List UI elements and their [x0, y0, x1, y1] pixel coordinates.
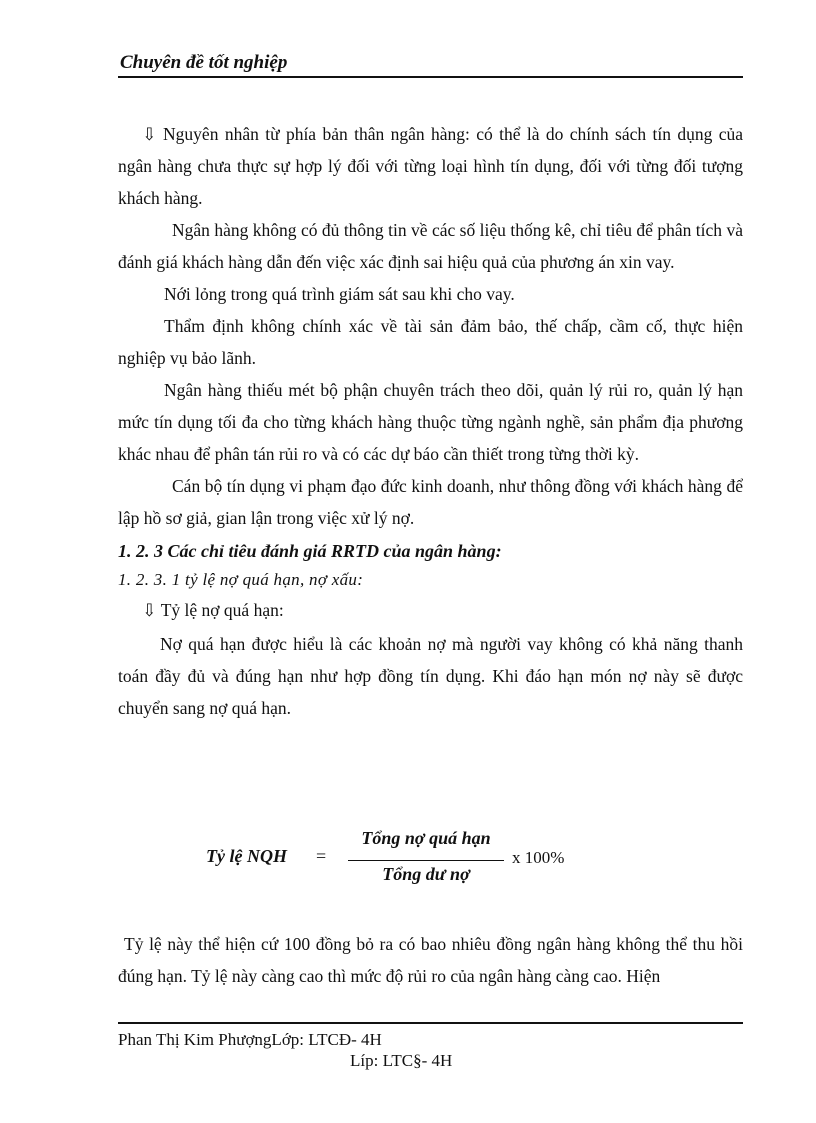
- paragraph-ethics: Cán bộ tín dụng vi phạm đạo đức kinh doanh, như thông đồng với khách hàng để lập hồ sơ giả, gian lận trong việc xử lý nợ.: [118, 476, 743, 528]
- bullet-item-text: Tỷ lệ nợ quá hạn:: [160, 600, 284, 620]
- paragraph-overdue-definition: Nợ quá hạn được hiểu là các khoản nợ mà người vay không có khả năng thanh toán đầy đủ và đúng hạn như hợp đồng tín dụng. Khi đáo hạn món nợ này sẽ được chuyển sang nợ quá hạn.: [118, 634, 743, 718]
- document-body: [118, 118, 743, 724]
- footer-author: Phan Thị Kim PhượngLớp: LTCĐ- 4H: [118, 1030, 382, 1049]
- paragraph-supervision: Nới lỏng trong quá trình giám sát sau khi cho vay.: [164, 284, 515, 304]
- bullet-item: [118, 594, 743, 626]
- footer-class: Líp: LTC§- 4H: [350, 1051, 453, 1070]
- formula-numerator: Tổng nợ quá hạn: [361, 828, 491, 848]
- header-divider: [118, 76, 743, 78]
- formula-multiplier: x 100%: [512, 848, 565, 867]
- formula-denominator: Tổng dư nợ: [382, 864, 470, 884]
- formula-equals: =: [316, 846, 327, 866]
- paragraph-info: Ngân hàng không có đủ thông tin về các số liệu thống kê, chỉ tiêu để phân tích và đánh giá khách hàng dẫn đến việc xác định sai hiệu quả của phương án xin vay.: [118, 220, 743, 272]
- section-heading: 1. 2. 3 Các chỉ tiêu đánh giá RRTD của ngân hàng:: [118, 541, 502, 561]
- paragraph-causes-text: Nguyên nhân từ phía bản thân ngân hàng: có thể là do chính sách tín dụng của ngân hàng chưa thực sự hợp lý đối với từng loại hình tín dụng, đối với từng đối tượng khách hàng.: [118, 124, 743, 208]
- paragraph-causes: [118, 118, 743, 214]
- subsection-heading: 1. 2. 3. 1 tỷ lệ nợ quá hạn, nợ xấu:: [118, 570, 364, 589]
- paragraph-ratio-meaning: Tỷ lệ này thể hiện cứ 100 đồng bỏ ra có bao nhiêu đồng ngân hàng không thể thu hồi đúng hạn. Tỷ lệ này càng cao thì mức độ rủi ro của ngân hàng càng cao. Hiện: [118, 934, 743, 986]
- npl-ratio-formula: [206, 828, 626, 892]
- paragraph-appraisal: Thẩm định không chính xác về tài sản đảm bảo, thế chấp, cầm cố, thực hiện nghiệp vụ bảo lãnh.: [118, 316, 743, 368]
- down-arrow-icon: ⇩: [142, 600, 157, 620]
- down-arrow-icon: ⇩: [142, 124, 157, 144]
- page-header-title: Chuyên đề tốt nghiệp: [120, 52, 288, 73]
- paragraph-risk-unit: Ngân hàng thiếu mét bộ phận chuyên trách theo dõi, quản lý rủi ro, quản lý hạn mức tín dụng tối đa cho từng khách hàng thuộc từng ngành nghề, sản phẩm địa phương khác nhau để phân tán rủi ro và có các dự báo cần thiết trong từng thời kỳ.: [118, 380, 743, 464]
- footer-divider: [118, 1022, 743, 1024]
- document-body-continued: [118, 928, 743, 992]
- formula-lhs: Tỷ lệ NQH: [206, 846, 287, 866]
- fraction-bar: [348, 860, 504, 861]
